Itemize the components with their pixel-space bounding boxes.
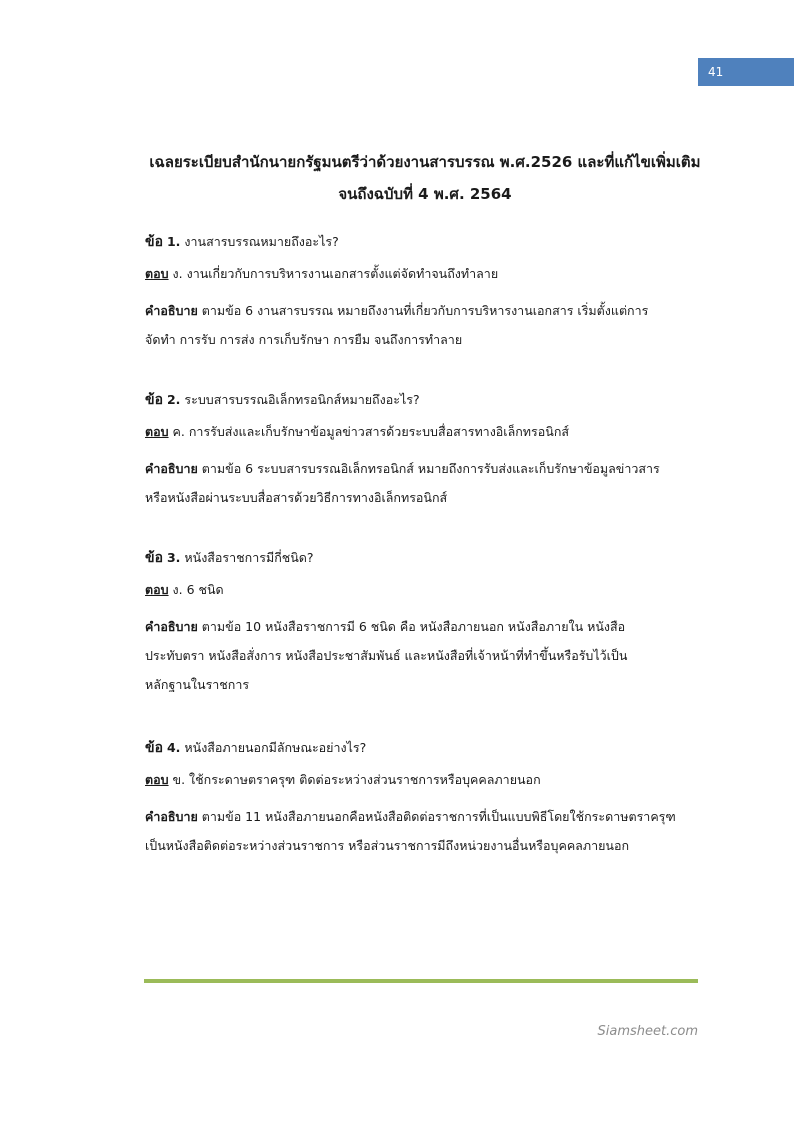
answer-label: ตอบ (145, 582, 169, 597)
question-label: ข้อ (145, 392, 163, 408)
explanation-text-1: ตามข้อ 11 หนังสือภายนอกคือหนังสือติดต่อราชการที่เป็นแบบพิธีโดยใช้กระดาษตราครุฑ (201, 809, 676, 824)
explanation-text-1: ตามข้อ 6 ระบบสารบรรณอิเล็กทรอนิกส์ หมายถึงการรับส่งและเก็บรักษาข้อมูลข่าวสาร (201, 461, 660, 476)
question-number: 3. (166, 550, 181, 565)
footer-brand: Siamsheet.com (597, 1024, 698, 1039)
question-item-4 (145, 738, 705, 860)
question-text: งานสารบรรณหมายถึงอะไร? (184, 234, 339, 249)
explanation-text-2: หรือหนังสือผ่านระบบสื่อสารด้วยวิธีการทางอิเล็กทรอนิกส์ (145, 490, 448, 505)
question-number: 1. (166, 234, 181, 249)
answer-label: ตอบ (145, 424, 169, 439)
page-number-badge (698, 58, 794, 86)
document-title (140, 146, 710, 210)
explanation-text-1: ตามข้อ 6 งานสารบรรณ หมายถึงงานที่เกี่ยวกับการบริหารงานเอกสาร เริ่มตั้งแต่การ (201, 303, 649, 318)
explanation-text-2: จัดทำ การรับ การส่ง การเก็บรักษา การยืม จนถึงการทำลาย (145, 332, 463, 347)
answer-text: ง. 6 ชนิด (172, 582, 224, 597)
question-text: ระบบสารบรรณอิเล็กทรอนิกส์หมายถึงอะไร? (184, 392, 420, 407)
question-item-3 (145, 548, 705, 710)
answer-text: ค. การรับส่งและเก็บรักษาข้อมูลข่าวสารด้วยระบบสื่อสารทางอิเล็กทรอนิกส์ (172, 424, 570, 439)
question-label: ข้อ (145, 550, 163, 566)
question-label: ข้อ (145, 740, 163, 756)
page-number: 41 (708, 65, 724, 79)
explanation-label: คำอธิบาย (145, 619, 198, 634)
question-label: ข้อ (145, 234, 163, 250)
answer-label: ตอบ (145, 266, 169, 281)
question-item-1 (145, 232, 705, 362)
explanation-text-2: ประทับตรา หนังสือสั่งการ หนังสือประชาสัมพันธ์ และหนังสือที่เจ้าหน้าที่ทำขึ้นหรือรับไว้เป็น (145, 648, 628, 663)
answer-text: ข. ใช้กระดาษตราครุฑ ติดต่อระหว่างส่วนราชการหรือบุคคลภายนอก (172, 772, 541, 787)
explanation-label: คำอธิบาย (145, 809, 198, 824)
question-list (145, 232, 705, 888)
explanation-label: คำอธิบาย (145, 303, 198, 318)
answer-text: ง. งานเกี่ยวกับการบริหารงานเอกสารตั้งแต่จัดทำจนถึงทำลาย (172, 266, 499, 281)
explanation-label: คำอธิบาย (145, 461, 198, 476)
title-line-1: เฉลยระเบียบสำนักนายกรัฐมนตรีว่าด้วยงานสารบรรณ พ.ศ.2526 และที่แก้ไขเพิ่มเติม (149, 153, 701, 171)
explanation-text-3: หลักฐานในราชการ (145, 677, 250, 692)
explanation-text-1: ตามข้อ 10 หนังสือราชการมี 6 ชนิด คือ หนังสือภายนอก หนังสือภายใน หนังสือ (201, 619, 626, 634)
question-number: 2. (166, 392, 181, 407)
question-number: 4. (166, 740, 181, 755)
question-text: หนังสือราชการมีกี่ชนิด? (184, 550, 314, 565)
explanation-text-2: เป็นหนังสือติดต่อระหว่างส่วนราชการ หรือส่วนราชการมีถึงหน่วยงานอื่นหรือบุคคลภายนอก (145, 838, 630, 853)
answer-label: ตอบ (145, 772, 169, 787)
title-line-2: จนถึงฉบับที่ 4 พ.ศ. 2564 (338, 185, 512, 203)
footer-divider (144, 979, 698, 983)
question-text: หนังสือภายนอกมีลักษณะอย่างไร? (184, 740, 367, 755)
question-item-2 (145, 390, 705, 520)
